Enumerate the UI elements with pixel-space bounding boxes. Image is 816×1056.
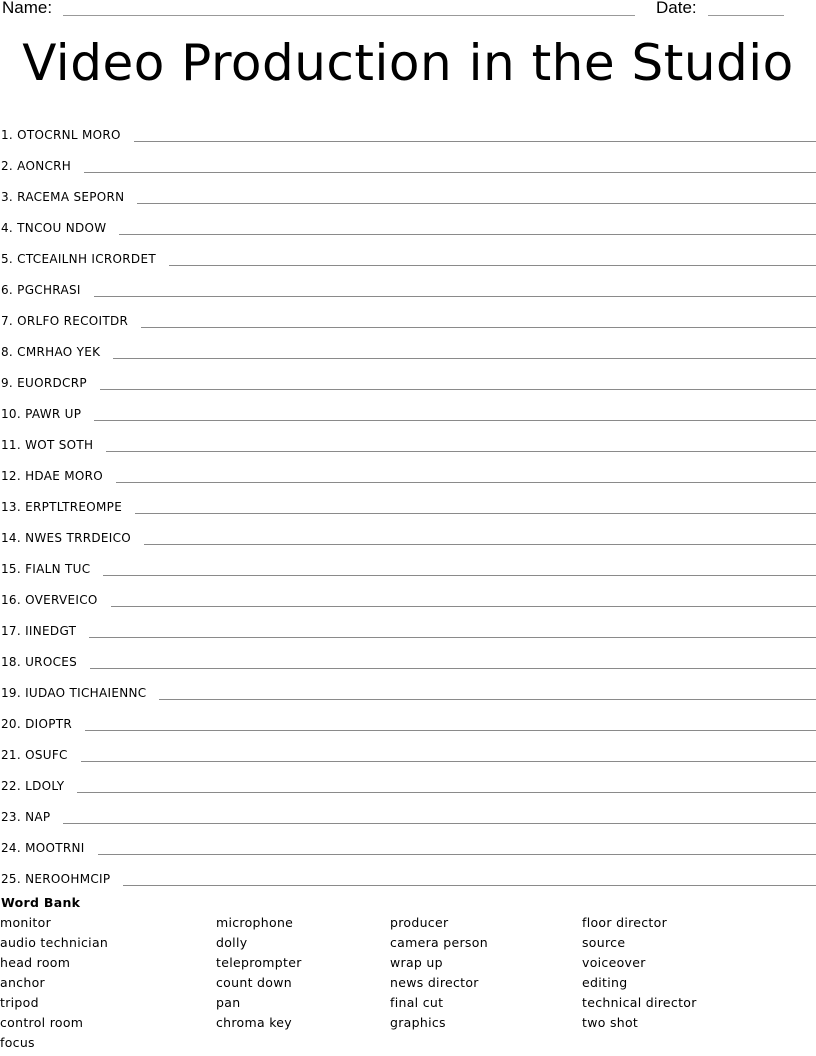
- answer-line[interactable]: [84, 171, 816, 173]
- name-label: Name:: [2, 0, 53, 17]
- question-row: [0, 546, 816, 577]
- word-bank-item: news director: [390, 975, 479, 990]
- question-row: [0, 701, 816, 732]
- word-bank-item: chroma key: [216, 1015, 292, 1030]
- question-row: [0, 608, 816, 639]
- scrambled-word: 16. OVERVEICO: [1, 593, 98, 607]
- answer-line[interactable]: [135, 512, 816, 514]
- question-row: [0, 825, 816, 856]
- word-bank-item: anchor: [0, 975, 45, 990]
- scrambled-word: 9. EUORDCRP: [1, 376, 87, 390]
- word-bank-item: control room: [0, 1015, 84, 1030]
- scrambled-word: 23. NAP: [1, 810, 51, 824]
- answer-line[interactable]: [144, 543, 816, 545]
- answer-line[interactable]: [134, 140, 816, 142]
- word-bank-item: final cut: [390, 995, 444, 1010]
- answer-line[interactable]: [98, 853, 816, 855]
- answer-line[interactable]: [100, 388, 816, 390]
- scrambled-word: 10. PAWR UP: [1, 407, 82, 421]
- word-bank-item: two shot: [582, 1015, 639, 1030]
- answer-line[interactable]: [119, 233, 816, 235]
- answer-line[interactable]: [137, 202, 816, 204]
- question-row: [0, 267, 816, 298]
- word-bank-item: graphics: [390, 1015, 446, 1030]
- question-row: [0, 453, 816, 484]
- question-row: [0, 360, 816, 391]
- answer-line[interactable]: [169, 264, 816, 266]
- word-bank-item: floor director: [582, 915, 668, 930]
- word-bank-item: wrap up: [390, 955, 443, 970]
- answer-line[interactable]: [94, 295, 816, 297]
- answer-line[interactable]: [94, 419, 816, 421]
- answer-line[interactable]: [116, 481, 816, 483]
- word-bank-item: monitor: [0, 915, 52, 930]
- scrambled-word: 20. DIOPTR: [1, 717, 73, 731]
- word-bank-column: [582, 914, 697, 1034]
- answer-line[interactable]: [63, 822, 816, 824]
- scrambled-word: 17. IINEDGT: [1, 624, 77, 638]
- question-row: [0, 143, 816, 174]
- word-bank-item: pan: [216, 995, 241, 1010]
- scrambled-word: 22. LDOLY: [1, 779, 65, 793]
- scrambled-word: 5. CTCEAILNH ICRORDET: [1, 252, 156, 266]
- word-bank-item: focus: [0, 1035, 35, 1050]
- question-row: [0, 639, 816, 670]
- answer-line[interactable]: [85, 729, 816, 731]
- word-bank-item: tripod: [0, 995, 39, 1010]
- answer-line[interactable]: [77, 791, 816, 793]
- answer-line[interactable]: [103, 574, 816, 576]
- scrambled-word: 13. ERPTLTREOMPE: [1, 500, 123, 514]
- word-bank-column: [0, 914, 108, 1054]
- scrambled-word: 6. PGCHRASI: [1, 283, 81, 297]
- scrambled-word: 12. HDAE MORO: [1, 469, 104, 483]
- scrambled-word: 15. FIALN TUC: [1, 562, 91, 576]
- word-bank-item: head room: [0, 955, 71, 970]
- answer-line[interactable]: [113, 357, 816, 359]
- scrambled-word: 21. OSUFC: [1, 748, 68, 762]
- scrambled-word: 8. CMRHAO YEK: [1, 345, 101, 359]
- answer-line[interactable]: [123, 884, 816, 886]
- word-bank-item: producer: [390, 915, 449, 930]
- word-bank-item: camera person: [390, 935, 488, 950]
- date-field-line: [708, 15, 784, 16]
- answer-line[interactable]: [81, 760, 816, 762]
- question-row: [0, 422, 816, 453]
- word-bank-item: count down: [216, 975, 292, 990]
- scrambled-word: 1. OTOCRNL MORO: [1, 128, 121, 142]
- scrambled-word: 18. UROCES: [1, 655, 78, 669]
- answer-line[interactable]: [90, 667, 816, 669]
- scrambled-word: 24. MOOTRNI: [1, 841, 85, 855]
- scrambled-word: 2. AONCRH: [1, 159, 72, 173]
- answer-line[interactable]: [111, 605, 816, 607]
- scrambled-word: 25. NEROOHMCIP: [1, 872, 111, 886]
- word-bank-item: source: [582, 935, 626, 950]
- answer-line[interactable]: [106, 450, 816, 452]
- question-row: [0, 236, 816, 267]
- word-bank-title: Word Bank: [1, 895, 81, 910]
- scrambled-word: 19. IUDAO TICHAIENNC: [1, 686, 147, 700]
- answer-line[interactable]: [89, 636, 816, 638]
- scrambled-word: 3. RACEMA SEPORN: [1, 190, 125, 204]
- question-row: [0, 577, 816, 608]
- question-row: [0, 763, 816, 794]
- question-row: [0, 298, 816, 329]
- word-bank-item: audio technician: [0, 935, 109, 950]
- question-row: [0, 794, 816, 825]
- question-row: [0, 205, 816, 236]
- question-row: [0, 515, 816, 546]
- word-bank-item: teleprompter: [216, 955, 302, 970]
- question-row: [0, 484, 816, 515]
- word-bank-item: microphone: [216, 915, 294, 930]
- question-row: [0, 856, 816, 887]
- question-row: [0, 670, 816, 701]
- scrambled-word: 4. TNCOU NDOW: [1, 221, 107, 235]
- scrambled-word: 7. ORLFO RECOITDR: [1, 314, 129, 328]
- worksheet-header: [0, 0, 816, 22]
- answer-line[interactable]: [141, 326, 816, 328]
- question-row: [0, 112, 816, 143]
- scrambled-word: 14. NWES TRRDEICO: [1, 531, 132, 545]
- word-bank-item: voiceover: [582, 955, 646, 970]
- question-list: [0, 112, 816, 887]
- answer-line[interactable]: [159, 698, 816, 700]
- word-bank-item: technical director: [582, 995, 697, 1010]
- word-bank-item: dolly: [216, 935, 248, 950]
- question-row: [0, 174, 816, 205]
- word-bank-item: editing: [582, 975, 628, 990]
- word-bank-column: [390, 914, 488, 1034]
- question-row: [0, 329, 816, 360]
- name-field-line: [63, 15, 635, 16]
- page-title: Video Production in the Studio: [22, 34, 794, 92]
- word-bank-column: [216, 914, 302, 1034]
- question-row: [0, 732, 816, 763]
- date-label: Date:: [656, 0, 697, 17]
- scrambled-word: 11. WOT SOTH: [1, 438, 94, 452]
- question-row: [0, 391, 816, 422]
